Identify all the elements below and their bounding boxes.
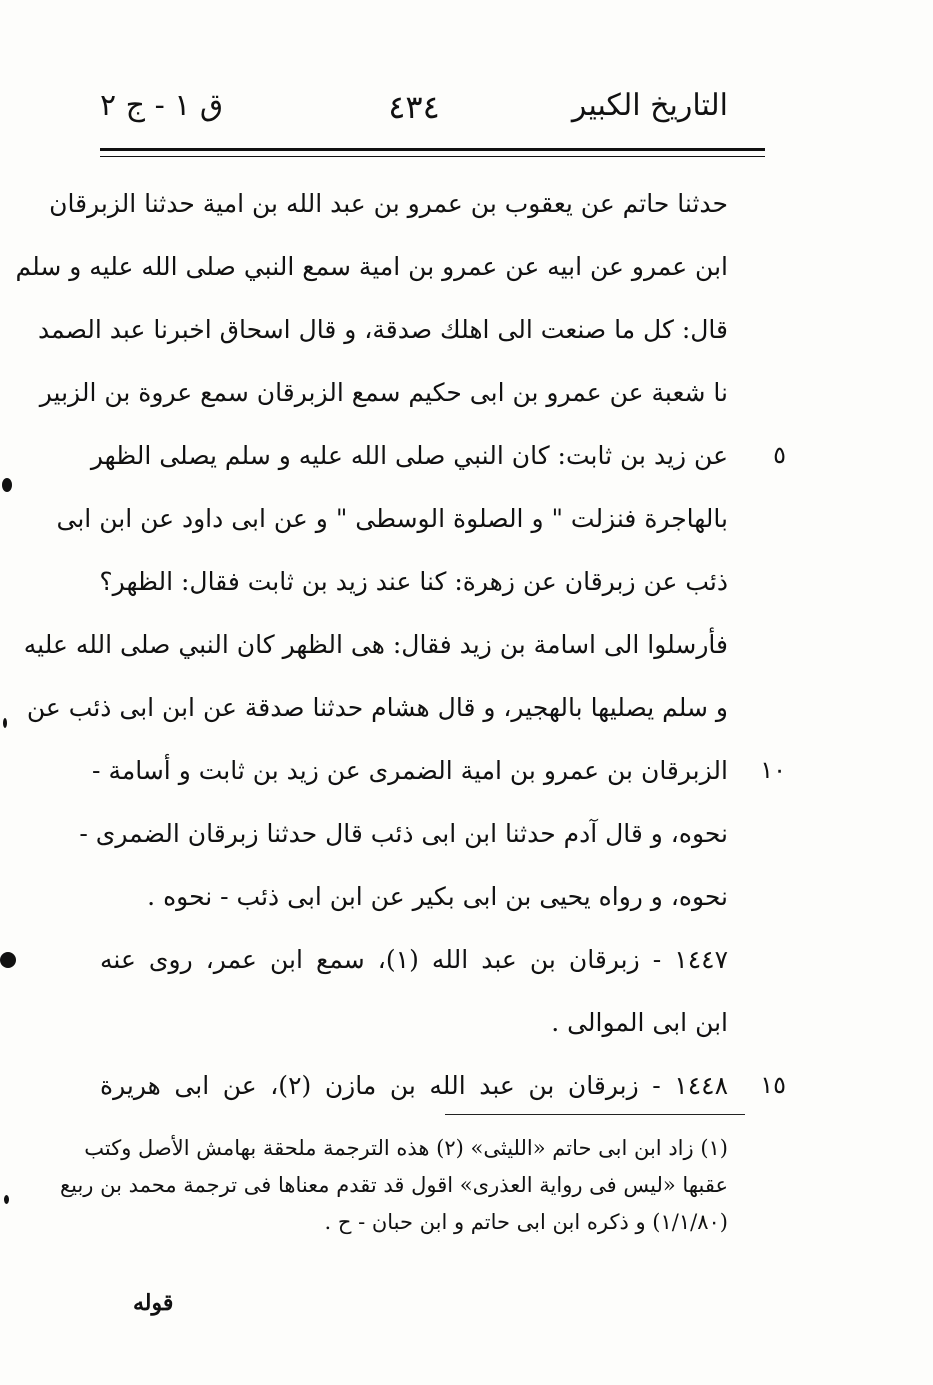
entry-line bbox=[100, 928, 728, 991]
catchword: قوله bbox=[133, 1290, 174, 1316]
book-title: التاريخ الكبير bbox=[571, 88, 728, 123]
line-text: فأرسلوا الى اسامة بن زيد فقال: هى الظهر كان النبي صلى الله عليه bbox=[23, 630, 728, 659]
line-text: بالهاجرة فنزلت " و الصلوة الوسطى " و عن ابى داود عن ابن ابى bbox=[56, 504, 728, 533]
page-number: ٤٣٤ bbox=[388, 88, 440, 126]
line-text: ذئب عن زبرقان عن زهرة: كنا عند زيد بن ثابت فقال: الظهر؟ bbox=[99, 567, 728, 596]
line-text: نحوه، و قال آدم حدثنا ابن ابى ذئب قال حدثنا زبرقان الضمرى - bbox=[79, 819, 728, 848]
text-line bbox=[39, 361, 728, 424]
line-text: ١٤٤٧ - زبرقان بن عبد الله (١)، سمع ابن عمر، روى عنه bbox=[100, 945, 728, 974]
volume-reference: ق ١ - ج ٢ bbox=[100, 88, 224, 123]
page-header bbox=[100, 88, 728, 138]
text-line bbox=[15, 235, 728, 298]
footnotes bbox=[59, 1130, 728, 1241]
text-line bbox=[100, 865, 728, 928]
line-number: ١٠ bbox=[760, 756, 786, 784]
text-line bbox=[90, 424, 786, 487]
text-line bbox=[79, 802, 728, 865]
line-text: الزبرقان بن عمرو بن امية الضمرى عن زيد بن ثابت و أسامة - bbox=[92, 756, 728, 785]
line-text: نا شعبة عن عمرو بن ابى حكيم سمع الزبرقان سمع عروة بن الزبير bbox=[39, 378, 728, 407]
line-text: حدثنا حاتم عن يعقوب بن عمرو بن عبد الله بن امية حدثنا الزبرقان bbox=[49, 189, 728, 218]
ink-speck bbox=[3, 718, 7, 728]
line-text: ابن عمرو عن ابيه عن عمرو بن امية سمع النبي صلى الله عليه و سلم bbox=[15, 252, 728, 281]
ink-speck bbox=[0, 952, 16, 968]
footnote-line: (١/١/٨٠) و ذكره ابن ابى حاتم و ابن حبان - ح . bbox=[324, 1210, 728, 1234]
line-text: و سلم يصليها بالهجير، و قال هشام حدثنا صدقة عن ابن ابى ذئب عن bbox=[26, 693, 728, 722]
text-line bbox=[49, 172, 728, 235]
footnote-line: (١) زاد ابن ابى حاتم «الليثى» (٢) هذه الترجمة ملحقة بهامش الأصل وكتب bbox=[84, 1136, 728, 1160]
header-rule-thin bbox=[100, 156, 765, 157]
text-line bbox=[100, 550, 728, 613]
text-line bbox=[56, 487, 728, 550]
text-line bbox=[26, 676, 728, 739]
line-text: قال: كل ما صنعت الى اهلك صدقة، و قال اسحاق اخبرنا عبد الصمد bbox=[38, 315, 728, 344]
line-text: عن زيد بن ثابت: كان النبي صلى الله عليه و سلم يصلى الظهر bbox=[90, 441, 728, 470]
line-text: نحوه، و رواه يحيى بن ابى بكير عن ابن ابى ذئب - نحوه . bbox=[147, 882, 728, 911]
line-text: ١٤٤٨ - زبرقان بن عبد الله بن مازن (٢)، عن ابى هريرة bbox=[100, 1071, 728, 1100]
text-line bbox=[38, 298, 728, 361]
entry-line bbox=[100, 1054, 786, 1117]
ink-speck bbox=[4, 1195, 9, 1204]
main-text bbox=[15, 172, 786, 1117]
text-line bbox=[100, 991, 728, 1054]
line-number: ٥ bbox=[773, 441, 786, 469]
line-number: ١٥ bbox=[760, 1071, 786, 1099]
header-rule-thick bbox=[100, 148, 765, 151]
text-line bbox=[23, 613, 728, 676]
text-line bbox=[92, 739, 786, 802]
line-text: ابن ابى الموالى . bbox=[551, 1008, 728, 1037]
ink-speck bbox=[2, 478, 12, 492]
footnote-line: عقبها «ليس فى رواية العذرى» اقول قد تقدم معناها فى ترجمة محمد بن ربيع bbox=[59, 1173, 728, 1197]
footnote-divider bbox=[445, 1114, 745, 1115]
